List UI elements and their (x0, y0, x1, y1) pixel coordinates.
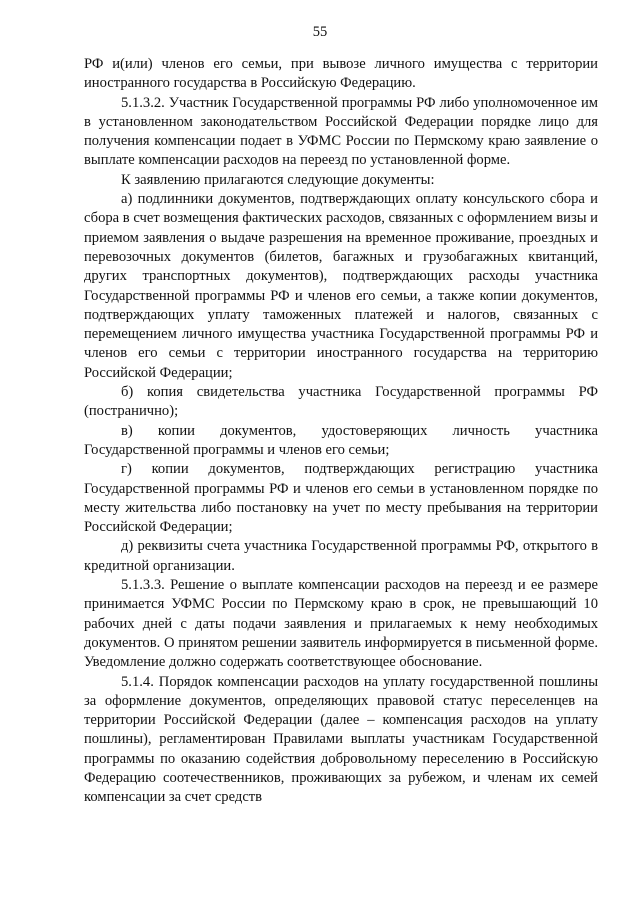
paragraph-documents-intro: К заявлению прилагаются следующие документы: (121, 171, 435, 188)
page-number: 55 (312, 24, 328, 40)
list-item-d: д) реквизиты счета участника Государственной программы РФ, открытого в кредитной организации. (84, 538, 598, 574)
paragraph-5-1-4: 5.1.4. Порядок компенсации расходов на уплату государственной пошлины за оформление документов, определяющих правовой статус переселенцев на территории Российской Федерации (далее – компенсация расходов на уплату пошлины), регламентирован Правилами выплаты участникам Государственной программы по оказанию содействия добровольному переселению в Российскую Федерацию соотечественников, проживающих за рубежом, и членам их семей компенсации за счет средств (84, 673, 598, 806)
list-item-a: а) подлинники документов, подтверждающих оплату консульского сбора и сбора в счет возмещения фактических расходов, связанных с оформлением визы и приемом заявления о выдаче разрешения на временное проживание, проездных и перевозочных документов (билетов, багажных и грузобагажных квитанций, других транспортных документов), подтверждающих расходы участника Государственной программы РФ и членов его семьи, а также копии документов, подтверждающих уплату таможенных платежей и налогов, связанных с перемещением личного имущества участника Государственной программы РФ и членов его семьи с территории иностранного государства на территорию Российской Федерации; (84, 191, 598, 381)
paragraph-5-1-3-3: 5.1.3.3. Решение о выплате компенсации расходов на переезд и ее размере принимается УФМС России по Пермскому краю в срок, не превышающий 10 рабочих дней с даты подачи заявления и прилагаемых к нему необходимых документов. О принятом решении заявитель информируется в письменной форме. Уведомление должно содержать соответствующее обоснование. (84, 577, 598, 671)
paragraph-5-1-3-2: 5.1.3.2. Участник Государственной программы РФ либо уполномоченное им в установленном законодательством Российской Федерации порядке лицо для получения компенсации подает в УФМС России по Пермскому краю заявление о выплате компенсации расходов на переезд по установленной форме. (84, 94, 598, 169)
paragraph-continuation: РФ и(или) членов его семьи, при вывозе личного имущества с территории иностранного государства в Российскую Федерацию. (84, 56, 598, 92)
list-item-g: г) копии документов, подтверждающих регистрацию участника Государственной программы РФ и членов его семьи в установленном порядке по месту жительства либо постановку на учет по месту пребывания на территории Российской Федерации; (84, 461, 598, 536)
list-item-b: б) копия свидетельства участника Государственной программы РФ (постранично); (84, 384, 598, 420)
list-item-v: в) копии документов, удостоверяющих личность участника Государственной программы и членов его семьи; (84, 422, 598, 458)
document-body (84, 55, 598, 808)
